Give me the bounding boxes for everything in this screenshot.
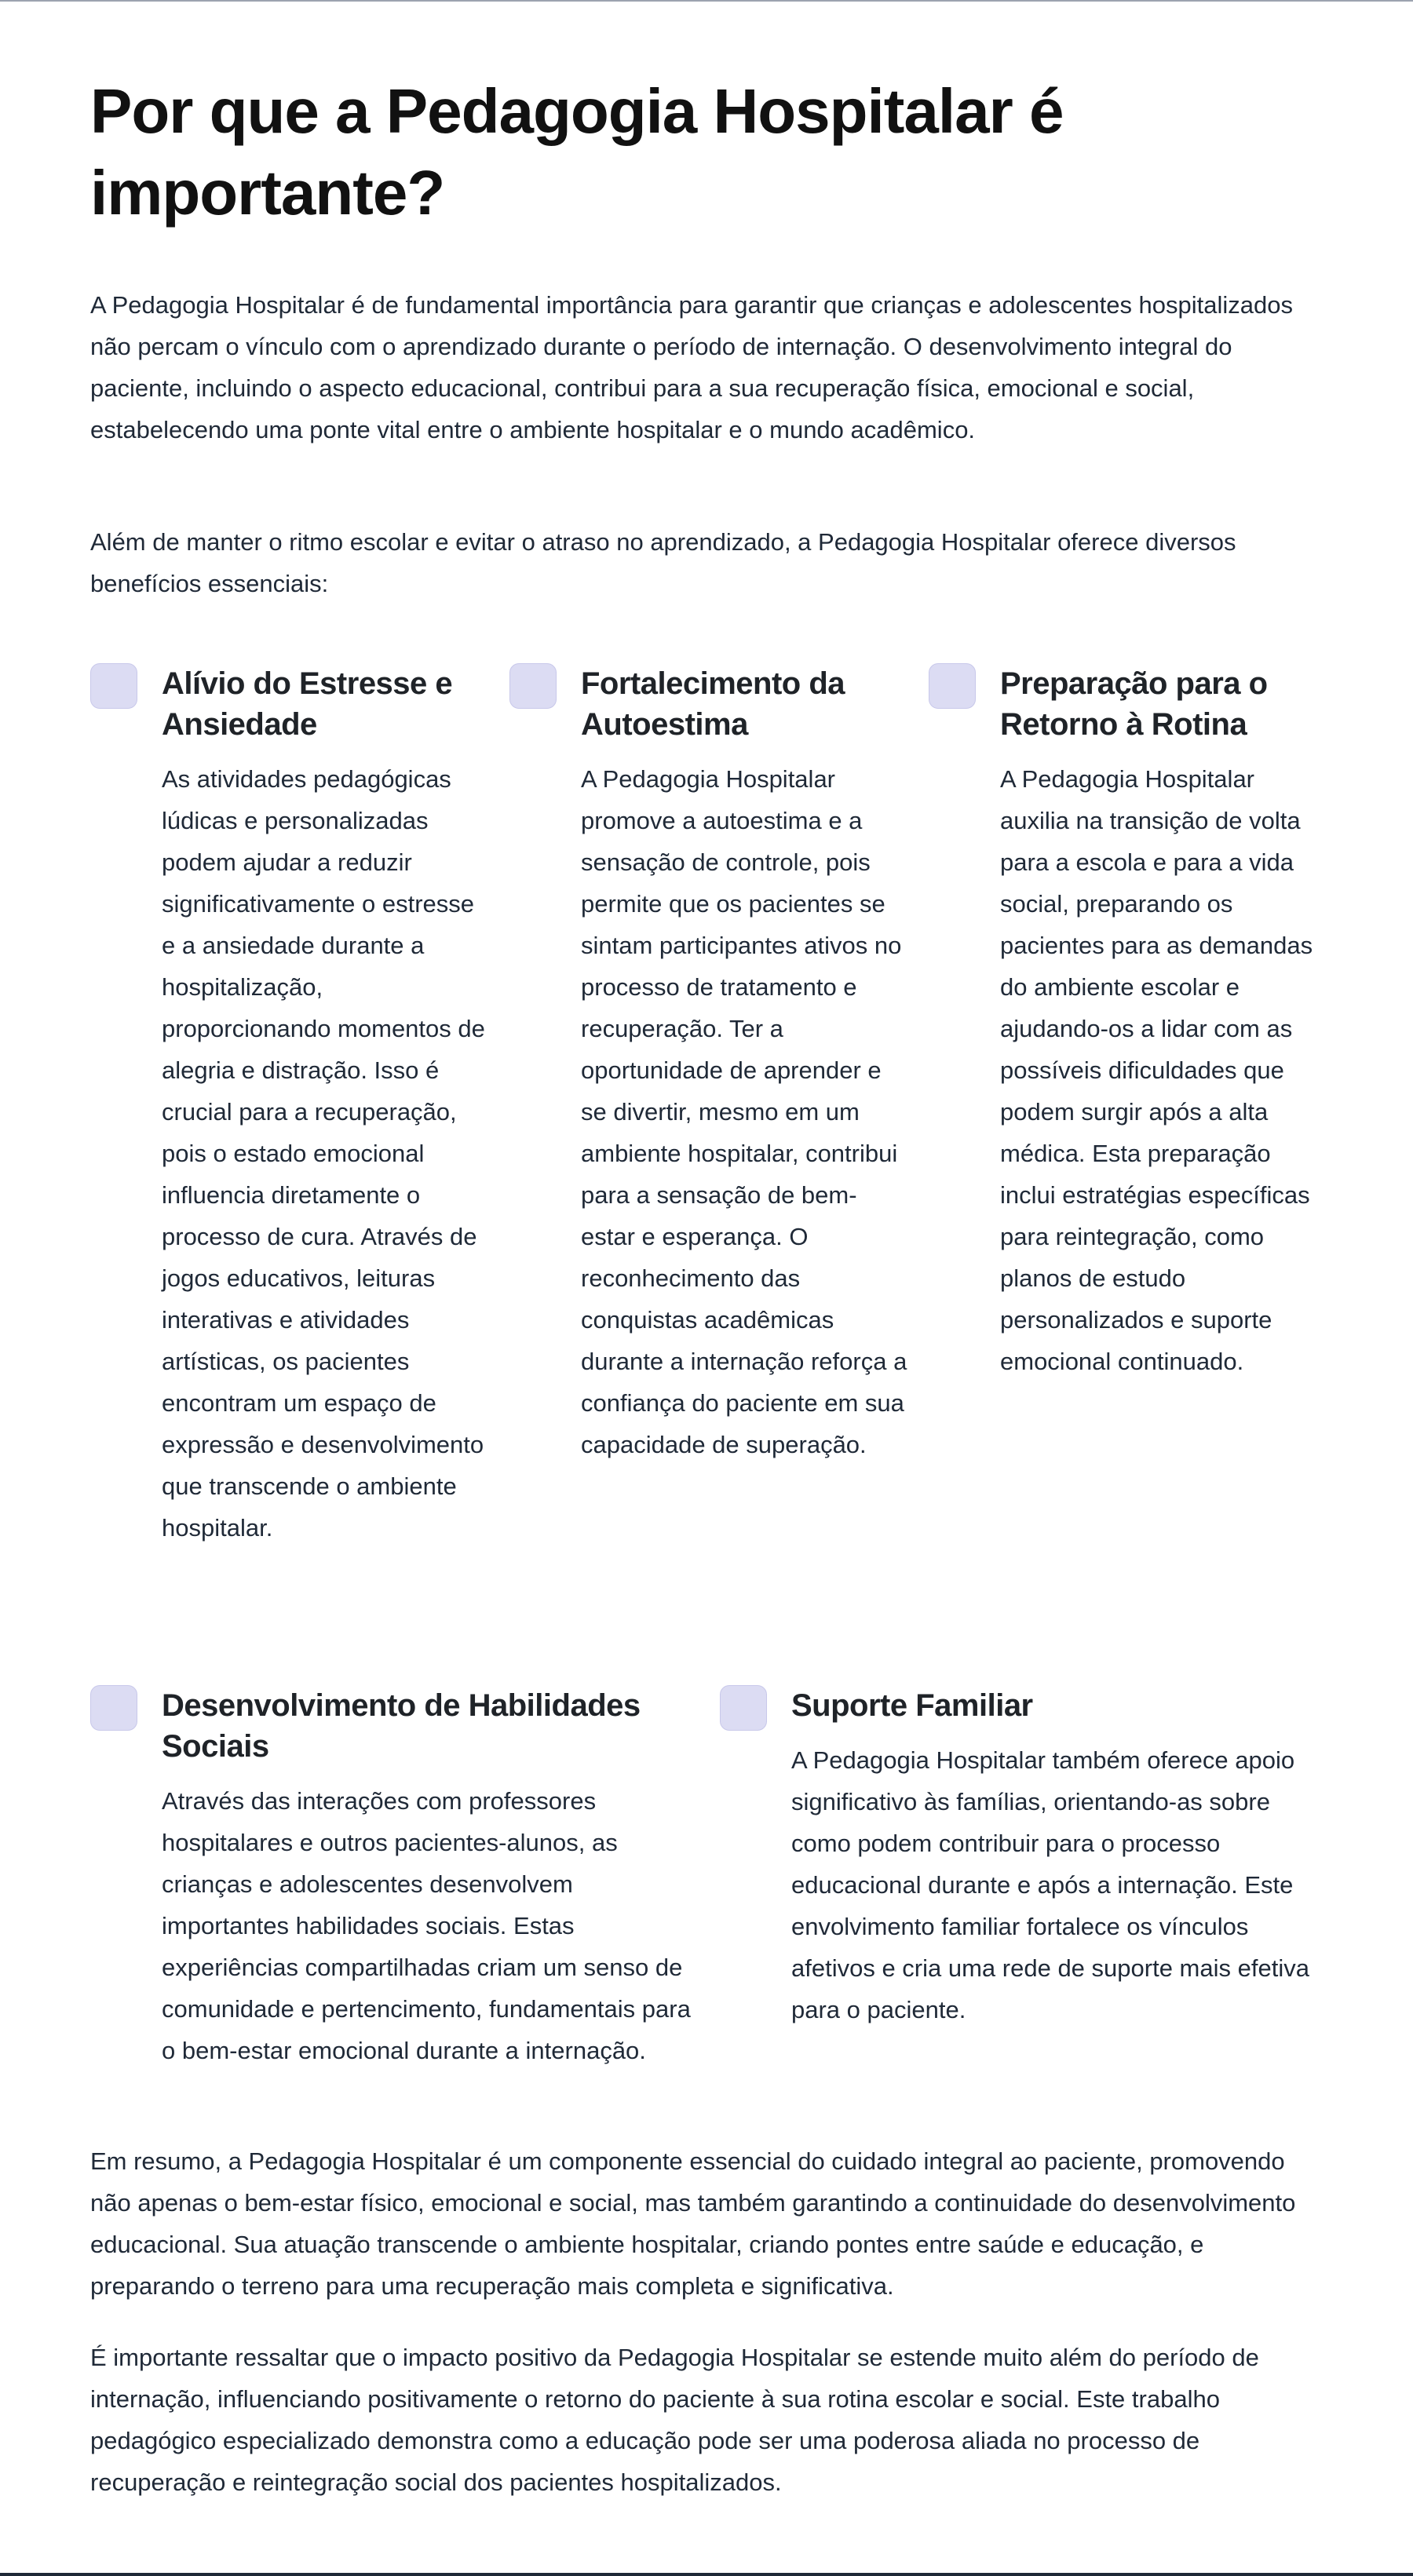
intro-paragraph-2: Além de manter o ritmo escolar e evitar o atraso no aprendizado, a Pedagogia Hospitalar oferece diversos benefícios essenciais: bbox=[90, 528, 1236, 597]
benefit-square-icon bbox=[90, 663, 137, 709]
benefit-square-icon bbox=[509, 663, 557, 709]
benefit-text: Através das interações com professores hospitalares e outros pacientes-alunos, as crianças e adolescentes desenvolvem importantes habilidades sociais. Estas experiências compartilhadas criam um senso de comunidade e pertencimento, fundamentais para o bem-estar emocional durante a internação. bbox=[162, 1787, 691, 2064]
benefit-text: As atividades pedagógicas lúdicas e personalizadas podem ajudar a reduzir significativamente o estresse e a ansiedade durante a hospitalização, proporcionando momentos de alegria e distração. Isso é crucial para a recuperação, pois o estado emocional influencia diretamente o processo de cura. Através de jogos educativos, leituras interativas e atividades artísticas, os pacientes encontram um espaço de expressão e desenvolvimento que transcende o ambiente hospitalar. bbox=[162, 765, 485, 1542]
top-divider bbox=[0, 0, 1413, 2]
benefit-title: Fortalecimento da Autoestima bbox=[581, 666, 845, 742]
benefit-text: A Pedagogia Hospitalar auxilia na transição de volta para a escola e para a vida social, preparando os pacientes para as demandas do ambiente escolar e ajudando-os a lidar com as possíveis dificuldades que podem surgir após a alta médica. Esta preparação inclui estratégias específicas para reintegração, como planos de estudo personalizados e suporte emocional continuado. bbox=[1000, 765, 1313, 1375]
conclusion-paragraph-2: É importante ressaltar que o impacto positivo da Pedagogia Hospitalar se estende muito além do período de internação, influenciando positivamente o retorno do paciente à sua rotina escolar e social. Este trabalho pedagógico especializado demonstra como a educação pode ser uma poderosa aliada no processo de recuperação e reintegração social dos pacientes hospitalizados. bbox=[90, 2344, 1259, 2496]
benefit-text: A Pedagogia Hospitalar promove a autoestima e a sensação de controle, pois permite que os pacientes se sintam participantes ativos no processo de tratamento e recuperação. Ter a oportunidade de aprender e se divertir, mesmo em um ambiente hospitalar, contribui para a sensação de bem-estar e esperança. O reconhecimento das conquistas acadêmicas durante a internação reforça a confiança do paciente em sua capacidade de superação. bbox=[581, 765, 907, 1458]
benefit-title: Suporte Familiar bbox=[791, 1688, 1033, 1723]
intro-paragraph-1: A Pedagogia Hospitalar é de fundamental importância para garantir que crianças e adolescentes hospitalizados não percam o vínculo com o aprendizado durante o período de internação. O desenvolvimento integral do paciente, incluindo o aspecto educacional, contribui para a sua recuperação física, emocional e social, estabelecendo uma ponte vital entre o ambiente hospitalar e o mundo acadêmico. bbox=[90, 291, 1294, 443]
bottom-divider bbox=[0, 2573, 1413, 2576]
benefit-square-icon bbox=[929, 663, 976, 709]
conclusion-paragraph-1: Em resumo, a Pedagogia Hospitalar é um componente essencial do cuidado integral ao paciente, promovendo não apenas o bem-estar físico, emocional e social, mas também garantindo a continuidade do desenvolvimento educacional. Sua atuação transcende o ambiente hospitalar, criando pontes entre saúde e educação, e preparando o terreno para uma recuperação mais completa e significativa. bbox=[90, 2147, 1296, 2300]
benefit-square-icon bbox=[90, 1685, 137, 1731]
benefit-title: Desenvolvimento de Habilidades Sociais bbox=[162, 1688, 641, 1764]
benefit-text: A Pedagogia Hospitalar também oferece apoio significativo às famílias, orientando-as sobre como podem contribuir para o processo educacional durante e após a internação. Este envolvimento familiar fortalece os vínculos afetivos e cria uma rede de suporte mais efetiva para o paciente. bbox=[791, 1746, 1309, 2023]
benefit-title: Preparação para o Retorno à Rotina bbox=[1000, 666, 1268, 742]
benefit-square-icon bbox=[720, 1685, 767, 1731]
benefit-title: Alívio do Estresse e Ansiedade bbox=[162, 666, 453, 742]
page-title: Por que a Pedagogia Hospitalar é importante? bbox=[90, 76, 1064, 228]
